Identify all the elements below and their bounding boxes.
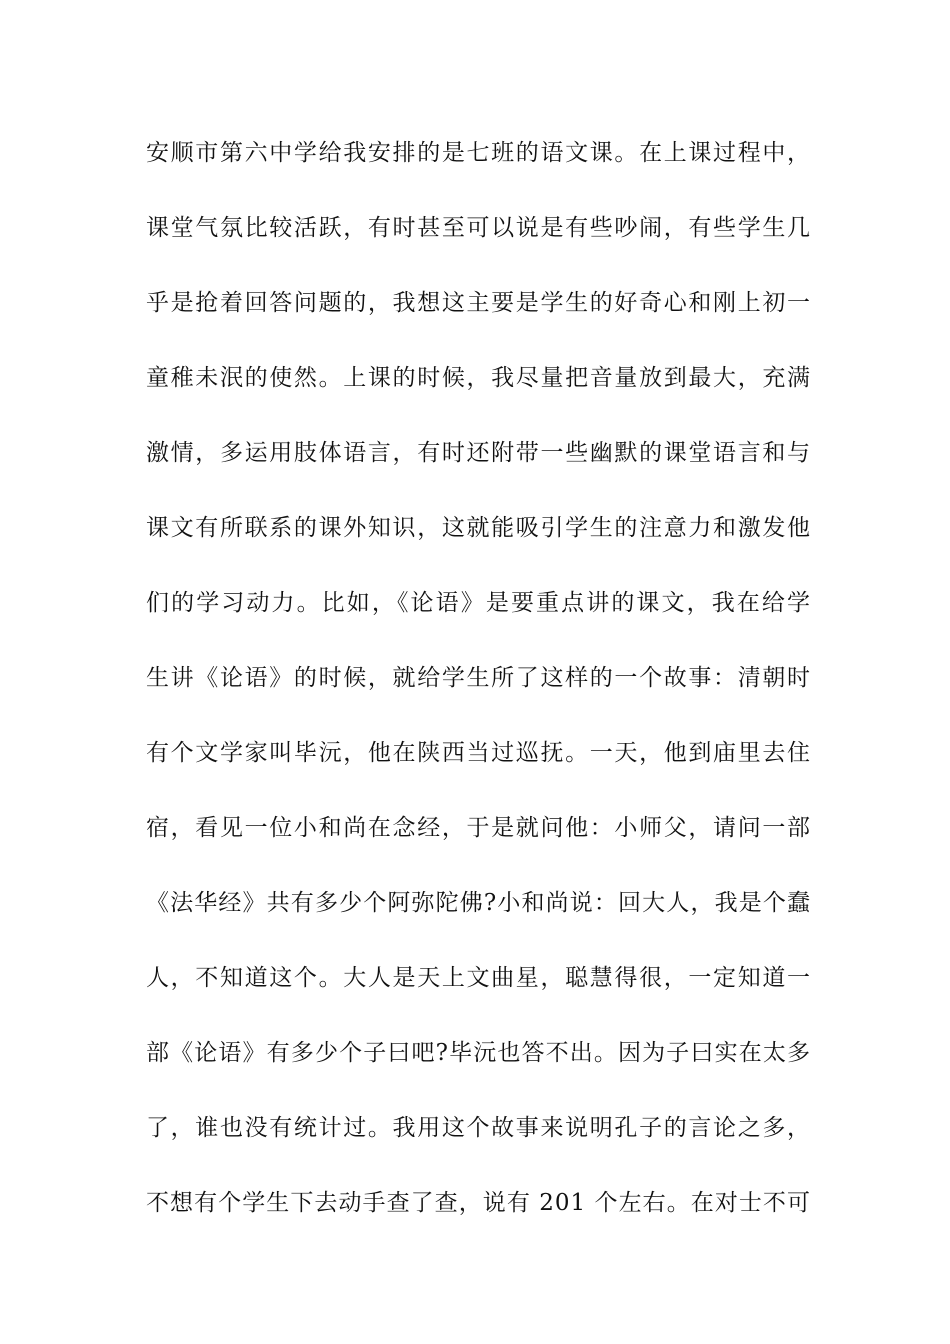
text-line-13: 部《论语》有多少个子曰吧?毕沅也答不出。因为子曰实在太多 bbox=[146, 1040, 811, 1066]
text-line-7: 们的学习动力。比如，《论语》是要重点讲的课文，我在给学 bbox=[146, 590, 811, 616]
text-line-5: 激情，多运用肢体语言，有时还附带一些幽默的课堂语言和与 bbox=[146, 440, 811, 466]
text-line-14: 了，谁也没有统计过。我用这个故事来说明孔子的言论之多， bbox=[146, 1115, 811, 1141]
text-line-9: 有个文学家叫毕沅，他在陕西当过巡抚。一天，他到庙里去住 bbox=[146, 740, 811, 766]
text-line-12: 人，不知道这个。大人是天上文曲星，聪慧得很，一定知道一 bbox=[146, 965, 811, 991]
text-line-3: 乎是抢着回答问题的，我想这主要是学生的好奇心和刚上初一 bbox=[146, 290, 811, 316]
text-line-4: 童稚未泯的使然。上课的时候，我尽量把音量放到最大，充满 bbox=[146, 365, 811, 391]
body-text bbox=[146, 131, 811, 1256]
text-line-2: 课堂气氛比较活跃，有时甚至可以说是有些吵闹，有些学生几 bbox=[146, 215, 811, 241]
text-line-15: 不想有个学生下去动手查了查，说有 201 个左右。在对士不可 bbox=[146, 1190, 811, 1216]
text-line-1: 安顺市第六中学给我安排的是七班的语文课。在上课过程中， bbox=[146, 140, 811, 166]
text-line-8: 生讲《论语》的时候，就给学生所了这样的一个故事：清朝时 bbox=[146, 665, 811, 691]
text-line-11: 《法华经》共有多少个阿弥陀佛?小和尚说：回大人，我是个蠢 bbox=[146, 890, 811, 916]
text-line-10: 宿，看见一位小和尚在念经，于是就问他：小师父，请问一部 bbox=[146, 815, 811, 841]
text-line-6: 课文有所联系的课外知识，这就能吸引学生的注意力和激发他 bbox=[146, 515, 811, 541]
